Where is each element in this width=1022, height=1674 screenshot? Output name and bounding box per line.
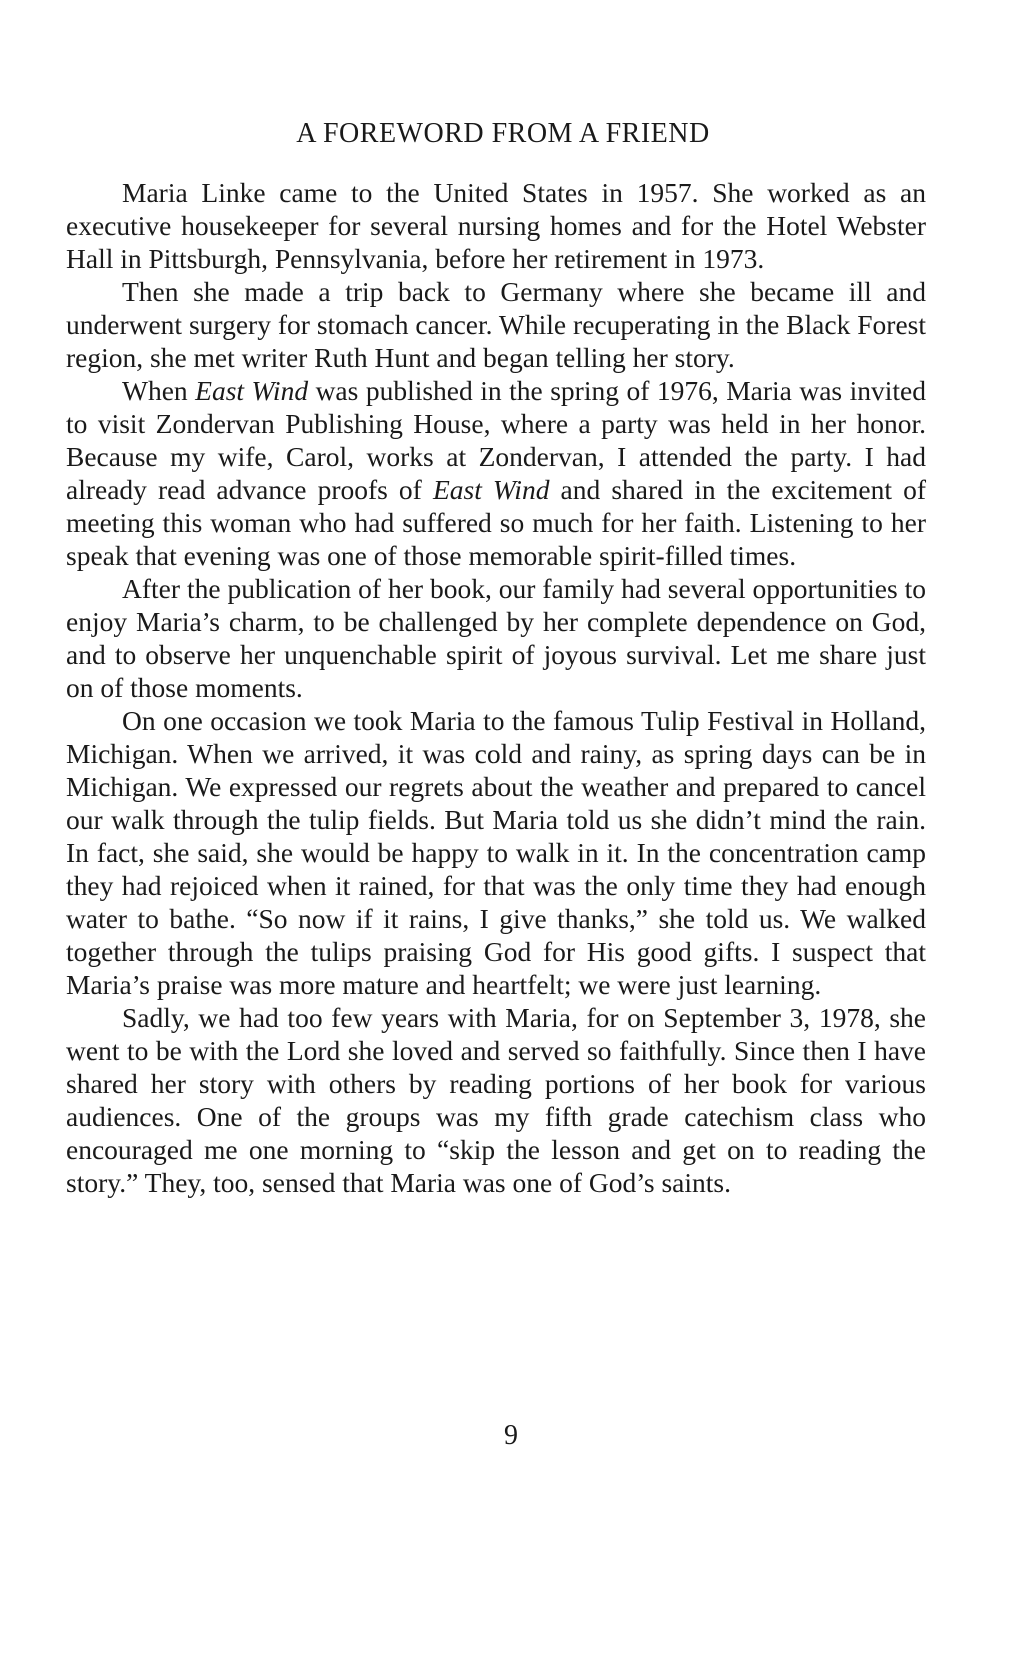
- paragraph-3: [66, 374, 926, 572]
- paragraph-6: Sadly, we had too few years with Maria, for on September 3, 1978, she went to be with the Lord she loved and served so faithfully. Since then I have shared her story with others by reading portions of her book for various audiences. One of the groups was my fifth grade catechism class who encouraged me one morning to “skip the lesson and get on to reading the story.” They, too, sensed that Maria was one of God’s saints.: [66, 1002, 926, 1198]
- page-body: [66, 118, 926, 1199]
- paragraph-3-text-a: When: [122, 375, 196, 406]
- paragraph-1: Maria Linke came to the United States in 1957. She worked as an executive housekeeper for several nursing homes and for the Hotel Webster Hall in Pittsburgh, Pennsylvania, before her retirement in 1973.: [66, 177, 926, 274]
- paragraph-3-text-c: was published in the spring of 1976, Maria was invited to visit Zondervan Publishing House, where a party was held in her honor. Because my wife, Carol, works at Zondervan, I attended the party. I had already read advance proofs of: [66, 375, 927, 505]
- book-title-east-wind: East Wind: [195, 375, 309, 406]
- paragraph-5: On one occasion we took Maria to the famous Tulip Festival in Holland, Michigan. When we arrived, it was cold and rainy, as spring days can be in Michigan. We expressed our regrets about the weather and prepared to cancel our walk through the tulip fields. But Maria told us she didn’t mind the rain. In fact, she said, she would be happy to walk in it. In the concentration camp they had rejoiced when it rained, for that was the only time they had enough water to bathe. “So now if it rains, I give thanks,” she told us. We walked together through the tulips praising God for His good gifts. I suspect that Maria’s praise was more mature and heartfelt; we were just learning.: [66, 705, 926, 1000]
- book-title-east-wind-2: East Wind: [432, 474, 550, 505]
- paragraph-4: After the publication of her book, our family had several opportunities to enjoy Maria’s charm, to be challenged by her complete dependence on God, and to observe her unquenchable spirit of joyous survival. Let me share just on of those moments.: [66, 573, 926, 703]
- paragraph-3-text-e: and shared in the excitement of meeting this woman who had suffered so much for her faith. Listening to her speak that evening was one of those memorable spirit-filled times.: [66, 474, 926, 571]
- page-number: 9: [504, 1420, 518, 1451]
- page-title: A FOREWORD FROM A FRIEND: [296, 118, 710, 149]
- paragraph-2: Then she made a trip back to Germany where she became ill and underwent surgery for stomach cancer. While recuperating in the Black Forest region, she met writer Ruth Hunt and began telling her story.: [66, 276, 926, 373]
